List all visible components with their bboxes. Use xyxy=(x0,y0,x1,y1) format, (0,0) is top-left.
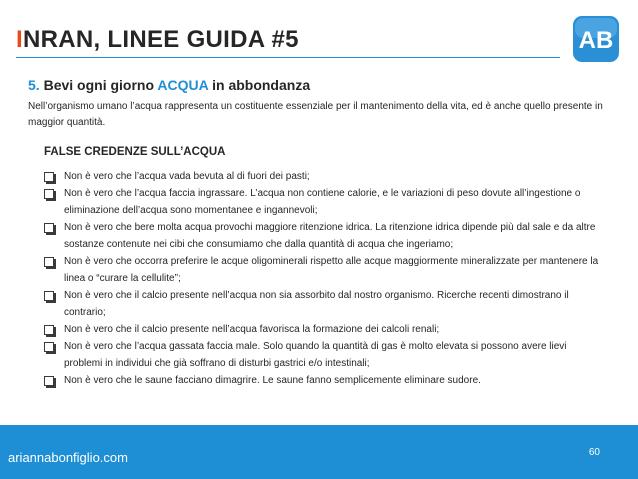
list-item-text: Non è vero che le saune facciano dimagrire. Le saune fanno semplicemente eliminare sudore. xyxy=(64,375,481,386)
list-item xyxy=(44,372,604,389)
section-heading-after: in abbondanza xyxy=(212,77,311,93)
list-item-text: Non è vero che l’acqua vada bevuta al di fuori dei pasti; xyxy=(64,171,310,182)
list-item-text: Non è vero che l’acqua faccia ingrassare. L’acqua non contiene calorie, e le variazioni di peso dovute all’ingestione o eliminazione dell’acqua sono momentanee e ingannevoli; xyxy=(64,188,581,216)
checkbox-bullet-icon xyxy=(44,172,54,182)
myths-list xyxy=(44,168,604,389)
ab-logo-text: AB xyxy=(578,27,614,54)
checkbox-bullet-icon xyxy=(44,189,54,199)
slide-title-rest: NRAN, LINEE GUIDA #5 xyxy=(22,26,299,53)
section-heading-before: Bevi ogni giorno xyxy=(43,77,155,93)
list-item-text: Non è vero che l’acqua gassata faccia male. Solo quando la quantità di gas è molto elevata si possono avere lievi problemi in individui che già soffrano di disturbi gastrici e/o intestinali; xyxy=(64,341,567,369)
list-item xyxy=(44,168,604,185)
slide-title-first-letter: I xyxy=(16,26,23,53)
list-item xyxy=(44,321,604,338)
list-item-text: Non è vero che il calcio presente nell’acqua non sia assorbito dal nostro organismo. Ricerche recenti dimostrano il contrario; xyxy=(64,290,569,318)
myths-heading: FALSE CREDENZE SULL’ACQUA xyxy=(44,146,226,158)
slide-title xyxy=(16,26,299,54)
section-number: 5. xyxy=(28,77,40,93)
list-item-text: Non è vero che occorra preferire le acque oligominerali rispetto alle acque maggiormente mineralizzate per mantenere la linea o “curare la cellulite”; xyxy=(64,256,599,284)
title-underline xyxy=(16,57,560,58)
ab-logo xyxy=(571,14,621,64)
list-item-text: Non è vero che il calcio presente nell’acqua favorisca la formazione dei calcoli renali; xyxy=(64,324,440,335)
list-item xyxy=(44,253,604,287)
checkbox-bullet-icon xyxy=(44,257,54,267)
footer-site-link[interactable]: ariannabonfiglio.com xyxy=(8,450,128,465)
section-heading xyxy=(28,77,310,93)
footer-bar xyxy=(0,425,638,479)
list-item-text: Non è vero che bere molta acqua provochi maggiore ritenzione idrica. La ritenzione idrica dipende più dal sale e da altre sostanze contenute nei cibi che consumiamo che dalla quantità di acqua che ingeriamo; xyxy=(64,222,596,250)
checkbox-bullet-icon xyxy=(44,223,54,233)
list-item xyxy=(44,338,604,372)
intro-paragraph: Nell’organismo umano l’acqua rappresenta un costituente essenziale per il mantenimento della vita, ed è anche quello presente in maggior quantità. xyxy=(28,101,603,128)
checkbox-bullet-icon xyxy=(44,291,54,301)
list-item xyxy=(44,219,604,253)
checkbox-bullet-icon xyxy=(44,342,54,352)
checkbox-bullet-icon xyxy=(44,376,54,386)
page-number: 60 xyxy=(588,447,600,458)
list-item xyxy=(44,185,604,219)
checkbox-bullet-icon xyxy=(44,325,54,335)
section-heading-accent: ACQUA xyxy=(157,77,209,93)
list-item xyxy=(44,287,604,321)
